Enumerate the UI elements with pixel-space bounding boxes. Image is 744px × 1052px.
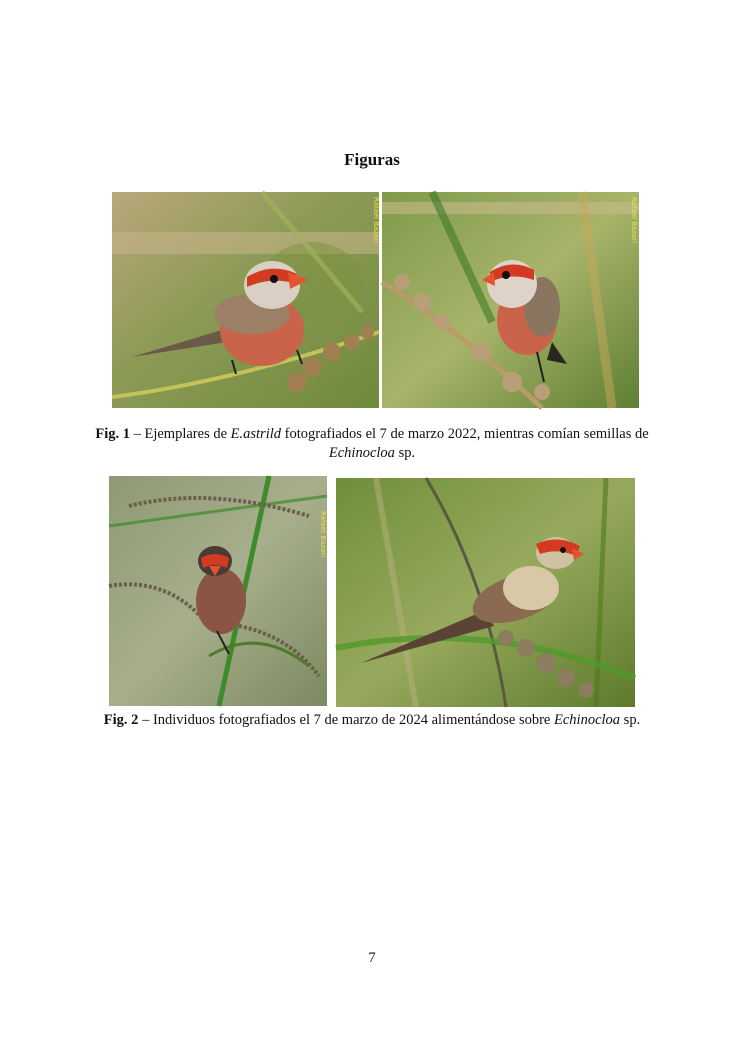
figure2-text-c: sp.	[620, 712, 641, 728]
figure1-genus: Echinocloa	[328, 445, 395, 461]
figure1-photo-b	[382, 192, 639, 408]
page-number: 7	[368, 950, 376, 966]
figure1-label: Fig. 1	[95, 426, 130, 442]
figure2-dash: –	[138, 712, 153, 728]
figure1-text-a: Ejemplares de	[144, 426, 231, 442]
figure2-photo-a	[109, 476, 327, 706]
figure2-caption	[90, 711, 654, 730]
watermark-text: Rafael Bazarí	[630, 197, 638, 244]
figure2-photo-b	[336, 478, 635, 707]
figure2-genus: Echinocloa	[554, 712, 621, 728]
watermark-text: Rafael Bazarí	[372, 197, 380, 244]
figure1-dash: –	[129, 426, 145, 442]
figure1-text-c: sp.	[394, 445, 416, 461]
watermark-text: Rafael Bazarí	[319, 511, 327, 558]
figure2-label: Fig. 2	[103, 712, 139, 728]
figure1-text-b: fotografiados el 7 de marzo 2022, mientras comían semillas de	[281, 426, 649, 442]
figure1-caption	[90, 425, 654, 463]
figure2-text-a: Individuos fotografiados el 7 de marzo de 2024 alimentándose sobre	[152, 712, 554, 728]
figure1-photo-a	[112, 192, 379, 408]
figure1-species: E.astrild	[230, 426, 282, 442]
page-title: Figuras	[344, 150, 400, 169]
